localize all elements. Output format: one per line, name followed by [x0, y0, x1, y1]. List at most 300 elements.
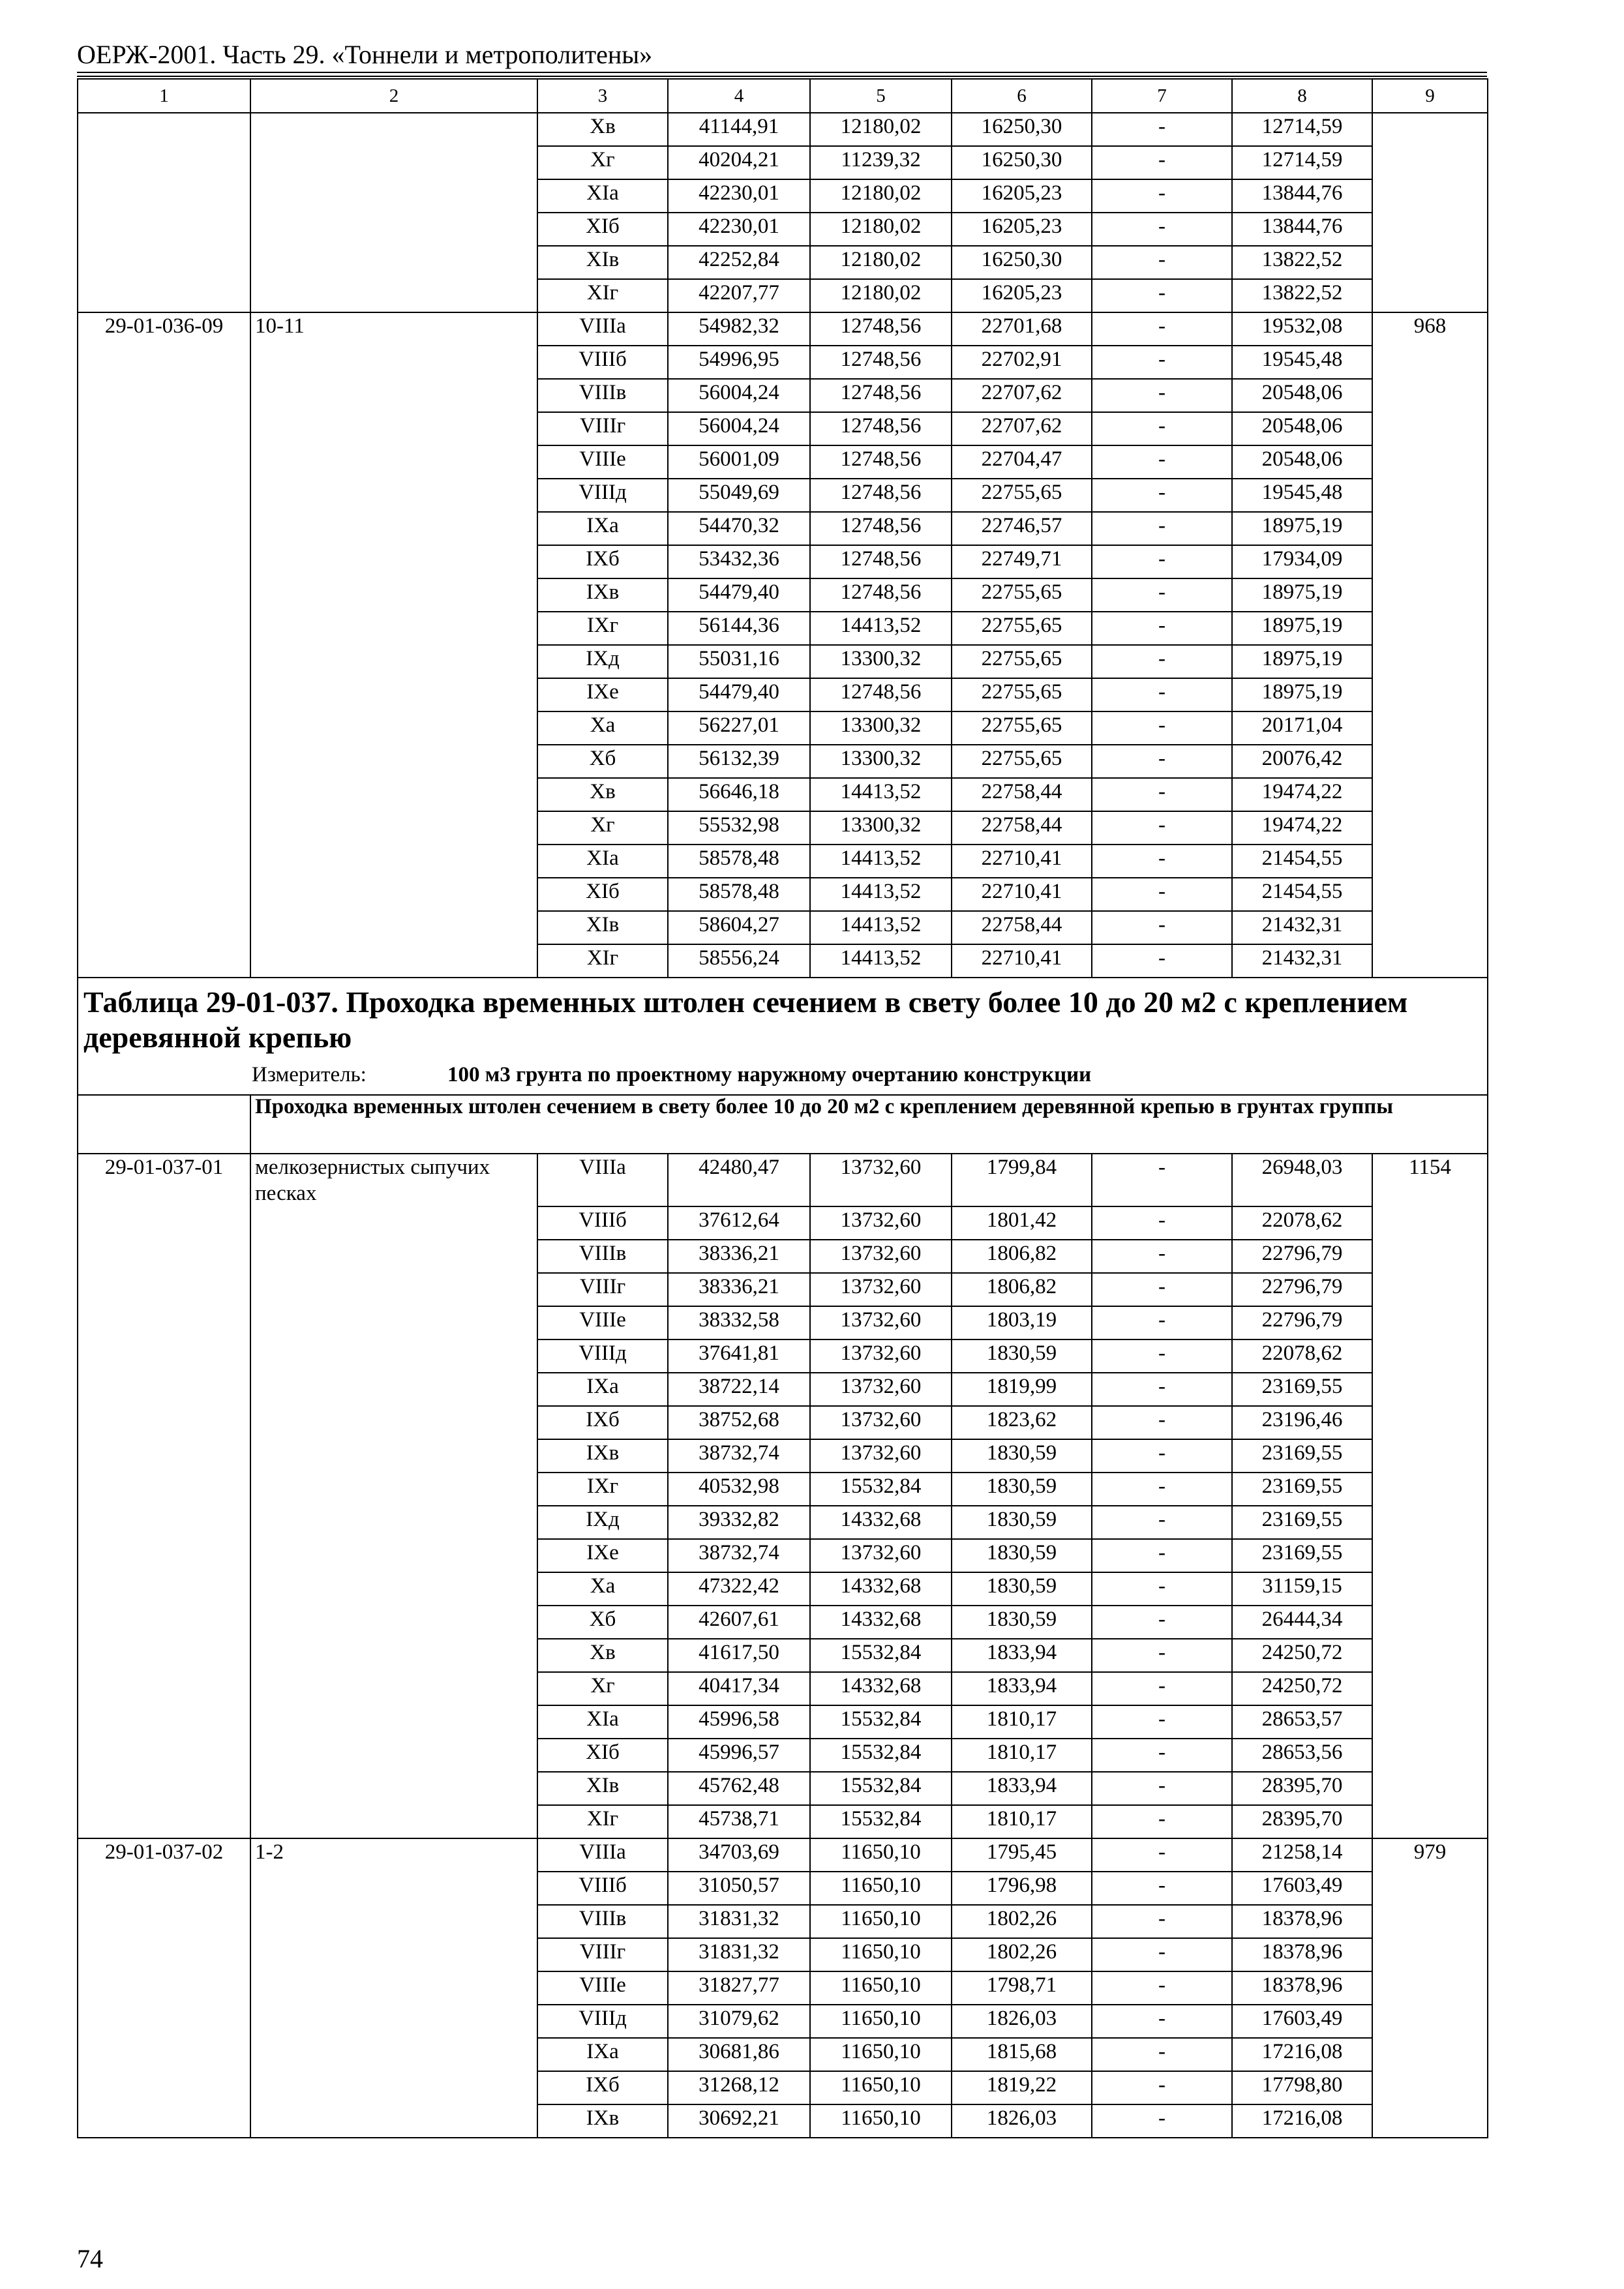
col9-value [1372, 479, 1488, 512]
cost-value: - [1092, 279, 1232, 312]
col9-value [1372, 113, 1488, 146]
cost-value: 22755,65 [952, 678, 1092, 711]
cost-value: 12748,56 [810, 512, 952, 545]
soil-group: IXв [537, 1439, 668, 1473]
cost-value: 16250,30 [952, 246, 1092, 279]
subheader: Проходка временных штолен сечением в свету более 10 до 20 м2 с креплением деревянной крепью в грунтах группы [250, 1095, 1488, 1154]
cost-value: - [1092, 2071, 1232, 2104]
cost-value: 58556,24 [668, 944, 810, 978]
cost-value: 31079,62 [668, 2005, 810, 2038]
cost-value: - [1092, 1971, 1232, 2005]
col9-value [1372, 745, 1488, 778]
cost-value: 24250,72 [1232, 1639, 1372, 1672]
table-row [78, 1639, 1488, 1672]
table-row [78, 1805, 1488, 1838]
table-row [78, 1606, 1488, 1639]
rate-code [78, 745, 250, 778]
table-row [78, 1938, 1488, 1971]
work-description [250, 512, 537, 545]
cost-value: 18975,19 [1232, 578, 1372, 612]
table-caption: Таблица 29-01-037. Проходка временных штолен сечением в свету более 10 до 20 м2 с креплением деревянной крепью [78, 978, 1488, 1062]
cost-value: 17934,09 [1232, 545, 1372, 578]
table-row [78, 678, 1488, 711]
work-description [250, 412, 537, 445]
table-caption-row [78, 978, 1488, 1062]
cost-value: 13732,60 [810, 1240, 952, 1273]
cost-value: 13732,60 [810, 1154, 952, 1206]
cost-value: - [1092, 612, 1232, 645]
cost-value: - [1092, 578, 1232, 612]
soil-group: Xб [537, 1606, 668, 1639]
col-num: 3 [537, 79, 668, 113]
cost-value: 55049,69 [668, 479, 810, 512]
cost-value: - [1092, 412, 1232, 445]
col-num: 8 [1232, 79, 1372, 113]
work-description [250, 1705, 537, 1739]
soil-group: Xг [537, 811, 668, 845]
soil-group: XIа [537, 845, 668, 878]
cost-value: 1819,22 [952, 2071, 1092, 2104]
col9-value [1372, 1339, 1488, 1373]
cost-value: - [1092, 1154, 1232, 1206]
rate-code [78, 213, 250, 246]
soil-group: XIб [537, 1739, 668, 1772]
cost-value: 38732,74 [668, 1539, 810, 1572]
cost-value: 42480,47 [668, 1154, 810, 1206]
soil-group: IXг [537, 1473, 668, 1506]
soil-group: IXд [537, 645, 668, 678]
work-description [250, 246, 537, 279]
table-row [78, 412, 1488, 445]
cost-value: 21454,55 [1232, 878, 1372, 911]
cost-value: 1806,82 [952, 1273, 1092, 1306]
work-description [250, 2104, 537, 2138]
cost-value: 31831,32 [668, 1938, 810, 1971]
col9-value [1372, 213, 1488, 246]
cost-value: - [1092, 1705, 1232, 1739]
work-description [250, 678, 537, 711]
cost-value: 54470,32 [668, 512, 810, 545]
cost-value: 12748,56 [810, 678, 952, 711]
soil-group: Xа [537, 711, 668, 745]
cost-value: 31268,12 [668, 2071, 810, 2104]
col9-value [1372, 578, 1488, 612]
work-description [250, 1306, 537, 1339]
col9-value [1372, 645, 1488, 678]
cost-value: 14332,68 [810, 1506, 952, 1539]
cost-value: 22758,44 [952, 911, 1092, 944]
work-description [250, 146, 537, 179]
cost-value: 42230,01 [668, 213, 810, 246]
table-row [78, 2104, 1488, 2138]
col9-value [1372, 346, 1488, 379]
cost-value: 24250,72 [1232, 1672, 1372, 1705]
cost-value: 12748,56 [810, 412, 952, 445]
cost-value: 14332,68 [810, 1606, 952, 1639]
cost-value: 1799,84 [952, 1154, 1092, 1206]
rate-code [78, 512, 250, 545]
work-description [250, 113, 537, 146]
cost-value: 26444,34 [1232, 1606, 1372, 1639]
soil-group: VIIIа [537, 312, 668, 346]
header-rule-2 [77, 76, 1487, 77]
col9-value [1372, 2038, 1488, 2071]
table-row [78, 1672, 1488, 1705]
table-body [78, 79, 1488, 2138]
soil-group: VIIIб [537, 1872, 668, 1905]
cost-value: 54479,40 [668, 678, 810, 711]
cost-value: 14413,52 [810, 612, 952, 645]
cost-value: 12748,56 [810, 445, 952, 479]
cost-value: 22746,57 [952, 512, 1092, 545]
table-row [78, 379, 1488, 412]
work-description [250, 179, 537, 213]
cost-value: - [1092, 1639, 1232, 1672]
col9-value [1372, 845, 1488, 878]
work-description [250, 1739, 537, 1772]
work-description [250, 1473, 537, 1506]
table-row [78, 878, 1488, 911]
cost-value: 20076,42 [1232, 745, 1372, 778]
cost-value: - [1092, 379, 1232, 412]
cost-value: 17216,08 [1232, 2038, 1372, 2071]
rate-code [78, 1672, 250, 1705]
work-description: 1-2 [250, 1838, 537, 1872]
cost-value: 1803,19 [952, 1306, 1092, 1339]
work-description [250, 1339, 537, 1373]
cost-value: 11650,10 [810, 1872, 952, 1905]
work-description [250, 1373, 537, 1406]
cost-value: - [1092, 346, 1232, 379]
col9-value [1372, 1705, 1488, 1739]
rate-code [78, 1971, 250, 2005]
soil-group: VIIIе [537, 1306, 668, 1339]
soil-group: VIIIб [537, 346, 668, 379]
work-description [250, 1439, 537, 1473]
cost-value: 37612,64 [668, 1206, 810, 1240]
col9-value [1372, 1606, 1488, 1639]
cost-value: 15532,84 [810, 1473, 952, 1506]
rate-code [78, 944, 250, 978]
cost-value: 15532,84 [810, 1639, 952, 1672]
table-row [78, 445, 1488, 479]
soil-group: VIIIе [537, 1971, 668, 2005]
cost-value: 34703,69 [668, 1838, 810, 1872]
cost-value: - [1092, 512, 1232, 545]
cost-value: 14332,68 [810, 1672, 952, 1705]
cost-value: - [1092, 1240, 1232, 1273]
work-description [250, 1572, 537, 1606]
table-row [78, 113, 1488, 146]
cost-value: 22702,91 [952, 346, 1092, 379]
cost-value: 1830,59 [952, 1339, 1092, 1373]
cost-value: - [1092, 1206, 1232, 1240]
table-row [78, 2038, 1488, 2071]
cost-value: 1801,42 [952, 1206, 1092, 1240]
col9-value [1372, 711, 1488, 745]
work-description [250, 1273, 537, 1306]
table-row [78, 2071, 1488, 2104]
cost-value: - [1092, 213, 1232, 246]
rate-code [78, 1772, 250, 1805]
cost-value: 19545,48 [1232, 479, 1372, 512]
col9-value [1372, 412, 1488, 445]
soil-group: Xв [537, 778, 668, 811]
cost-value: 28653,57 [1232, 1705, 1372, 1739]
cost-value: 1823,62 [952, 1406, 1092, 1439]
cost-value: - [1092, 2005, 1232, 2038]
table-row [78, 1506, 1488, 1539]
soil-group: IXд [537, 1506, 668, 1539]
cost-value: 45996,58 [668, 1705, 810, 1739]
soil-group: XIв [537, 246, 668, 279]
work-description [250, 346, 537, 379]
cost-value: - [1092, 778, 1232, 811]
cost-value: - [1092, 645, 1232, 678]
cost-value: 1833,94 [952, 1639, 1092, 1672]
soil-group: XIв [537, 1772, 668, 1805]
work-description [250, 711, 537, 745]
work-description [250, 445, 537, 479]
col-num: 9 [1372, 79, 1488, 113]
cost-value: 40204,21 [668, 146, 810, 179]
rate-code [78, 645, 250, 678]
cost-value: 23169,55 [1232, 1539, 1372, 1572]
rate-code [78, 1506, 250, 1539]
work-description [250, 745, 537, 778]
rate-code [78, 1905, 250, 1938]
cost-value: 1806,82 [952, 1240, 1092, 1273]
cost-value: - [1092, 1905, 1232, 1938]
cost-value: - [1092, 1672, 1232, 1705]
cost-value: 53432,36 [668, 545, 810, 578]
cost-value: 22710,41 [952, 878, 1092, 911]
table-row [78, 213, 1488, 246]
work-description [250, 1539, 537, 1572]
cost-value: 31159,15 [1232, 1572, 1372, 1606]
cost-value: 45738,71 [668, 1805, 810, 1838]
rate-code [78, 1240, 250, 1273]
rate-code [78, 479, 250, 512]
cost-value: 22755,65 [952, 578, 1092, 612]
cost-value: - [1092, 246, 1232, 279]
cost-value: 31831,32 [668, 1905, 810, 1938]
cost-value: - [1092, 1606, 1232, 1639]
col9-value [1372, 1805, 1488, 1838]
cost-value: 45996,57 [668, 1739, 810, 1772]
rate-code [78, 1473, 250, 1506]
soil-group: Xг [537, 146, 668, 179]
rate-code [78, 2104, 250, 2138]
cost-value: 42607,61 [668, 1606, 810, 1639]
soil-group: IXг [537, 612, 668, 645]
work-description [250, 479, 537, 512]
cost-value: 1826,03 [952, 2005, 1092, 2038]
soil-group: IXе [537, 678, 668, 711]
cost-value: 22796,79 [1232, 1240, 1372, 1273]
rate-code [78, 1739, 250, 1772]
cost-value: 13732,60 [810, 1406, 952, 1439]
cost-value: 1795,45 [952, 1838, 1092, 1872]
col-num: 2 [250, 79, 537, 113]
cost-value: - [1092, 545, 1232, 578]
cost-value: 55031,16 [668, 645, 810, 678]
cost-value: 45762,48 [668, 1772, 810, 1805]
cost-value: - [1092, 1772, 1232, 1805]
table-row [78, 246, 1488, 279]
cost-value: 20548,06 [1232, 445, 1372, 479]
cost-value: 12714,59 [1232, 113, 1372, 146]
page-number: 74 [77, 2244, 103, 2273]
subheader-row [78, 1095, 1488, 1154]
cost-value: 12748,56 [810, 479, 952, 512]
rate-code [78, 811, 250, 845]
rate-code [78, 279, 250, 312]
col9-value [1372, 1273, 1488, 1306]
table-row [78, 778, 1488, 811]
rate-code [78, 1572, 250, 1606]
cost-value: 22078,62 [1232, 1206, 1372, 1240]
cost-value: 14332,68 [810, 1572, 952, 1606]
cost-value: - [1092, 845, 1232, 878]
cost-value: 11650,10 [810, 1905, 952, 1938]
cost-value: 22755,65 [952, 745, 1092, 778]
cost-value: 1830,59 [952, 1439, 1092, 1473]
col9-value [1372, 1240, 1488, 1273]
col9-value [1372, 1306, 1488, 1339]
work-description [250, 1639, 537, 1672]
cost-value: 31827,77 [668, 1971, 810, 2005]
col9-value [1372, 246, 1488, 279]
cost-value: 19545,48 [1232, 346, 1372, 379]
work-description [250, 1905, 537, 1938]
table-row [78, 545, 1488, 578]
table-row [78, 1838, 1488, 1872]
cost-value: 22755,65 [952, 479, 1092, 512]
cost-value: 56004,24 [668, 379, 810, 412]
cost-value: 14413,52 [810, 911, 952, 944]
cost-value: 13732,60 [810, 1339, 952, 1373]
col9-value [1372, 2104, 1488, 2138]
cost-value: 1810,17 [952, 1805, 1092, 1838]
cost-value: - [1092, 445, 1232, 479]
rate-code [78, 179, 250, 213]
cost-value: 22758,44 [952, 778, 1092, 811]
work-description [250, 545, 537, 578]
work-description [250, 1206, 537, 1240]
cost-value: 12748,56 [810, 578, 952, 612]
rate-code [78, 146, 250, 179]
rate-code: 29-01-037-02 [78, 1838, 250, 1872]
cost-value: 1802,26 [952, 1938, 1092, 1971]
cost-value: 42230,01 [668, 179, 810, 213]
cost-value: - [1092, 1439, 1232, 1473]
rate-code [78, 2071, 250, 2104]
cost-value: 22755,65 [952, 645, 1092, 678]
cost-value: 1830,59 [952, 1606, 1092, 1639]
work-description [250, 2038, 537, 2071]
cost-value: 23169,55 [1232, 1506, 1372, 1539]
soil-group: XIа [537, 1705, 668, 1739]
table-row [78, 1154, 1488, 1206]
col9-value [1372, 1772, 1488, 1805]
col9-value [1372, 1971, 1488, 2005]
soil-group: Xг [537, 1672, 668, 1705]
soil-group: VIIIг [537, 1273, 668, 1306]
work-description [250, 1872, 537, 1905]
table-row [78, 1339, 1488, 1373]
rate-code: 29-01-037-01 [78, 1154, 250, 1206]
col-num: 5 [810, 79, 952, 113]
cost-value: 13732,60 [810, 1306, 952, 1339]
work-description [250, 944, 537, 978]
cost-value: 21258,14 [1232, 1838, 1372, 1872]
cost-value: 11650,10 [810, 2104, 952, 2138]
cost-value: 18378,96 [1232, 1971, 1372, 2005]
rate-code [78, 1639, 250, 1672]
cost-value: 58578,48 [668, 878, 810, 911]
rate-code [78, 246, 250, 279]
rate-code [78, 911, 250, 944]
work-description [250, 379, 537, 412]
cost-value: 23169,55 [1232, 1373, 1372, 1406]
cost-value: 22704,47 [952, 445, 1092, 479]
rate-code [78, 1339, 250, 1373]
table-row [78, 1439, 1488, 1473]
cost-value: 16205,23 [952, 213, 1092, 246]
cost-value: - [1092, 1406, 1232, 1439]
cost-value: 11650,10 [810, 2071, 952, 2104]
rate-code [78, 1273, 250, 1306]
cost-value: 42252,84 [668, 246, 810, 279]
table-row [78, 1240, 1488, 1273]
work-description [250, 213, 537, 246]
cost-value: 12714,59 [1232, 146, 1372, 179]
col9-value [1372, 911, 1488, 944]
table-row [78, 745, 1488, 778]
soil-group: XIб [537, 213, 668, 246]
rate-code [78, 1539, 250, 1572]
cost-value: 20171,04 [1232, 711, 1372, 745]
table-row [78, 512, 1488, 545]
soil-group: XIа [537, 179, 668, 213]
soil-group: XIг [537, 279, 668, 312]
cost-value: - [1092, 146, 1232, 179]
table-row [78, 1772, 1488, 1805]
col9-value [1372, 1572, 1488, 1606]
rate-code [78, 379, 250, 412]
soil-group: VIIIд [537, 2005, 668, 2038]
cost-value: 13732,60 [810, 1373, 952, 1406]
table-row [78, 479, 1488, 512]
soil-group: IXб [537, 545, 668, 578]
cost-value: 15532,84 [810, 1739, 952, 1772]
cost-value: 23196,46 [1232, 1406, 1372, 1439]
col9-value [1372, 2071, 1488, 2104]
col9-value [1372, 545, 1488, 578]
cost-value: 14413,52 [810, 944, 952, 978]
cost-value: 1815,68 [952, 2038, 1092, 2071]
col9-value [1372, 1905, 1488, 1938]
cost-value: 13732,60 [810, 1539, 952, 1572]
table-row [78, 1373, 1488, 1406]
col9-value [1372, 1406, 1488, 1439]
rate-code [78, 711, 250, 745]
cost-value: 13300,32 [810, 811, 952, 845]
col9-value [1372, 678, 1488, 711]
table-row [78, 612, 1488, 645]
work-description [250, 1240, 537, 1273]
